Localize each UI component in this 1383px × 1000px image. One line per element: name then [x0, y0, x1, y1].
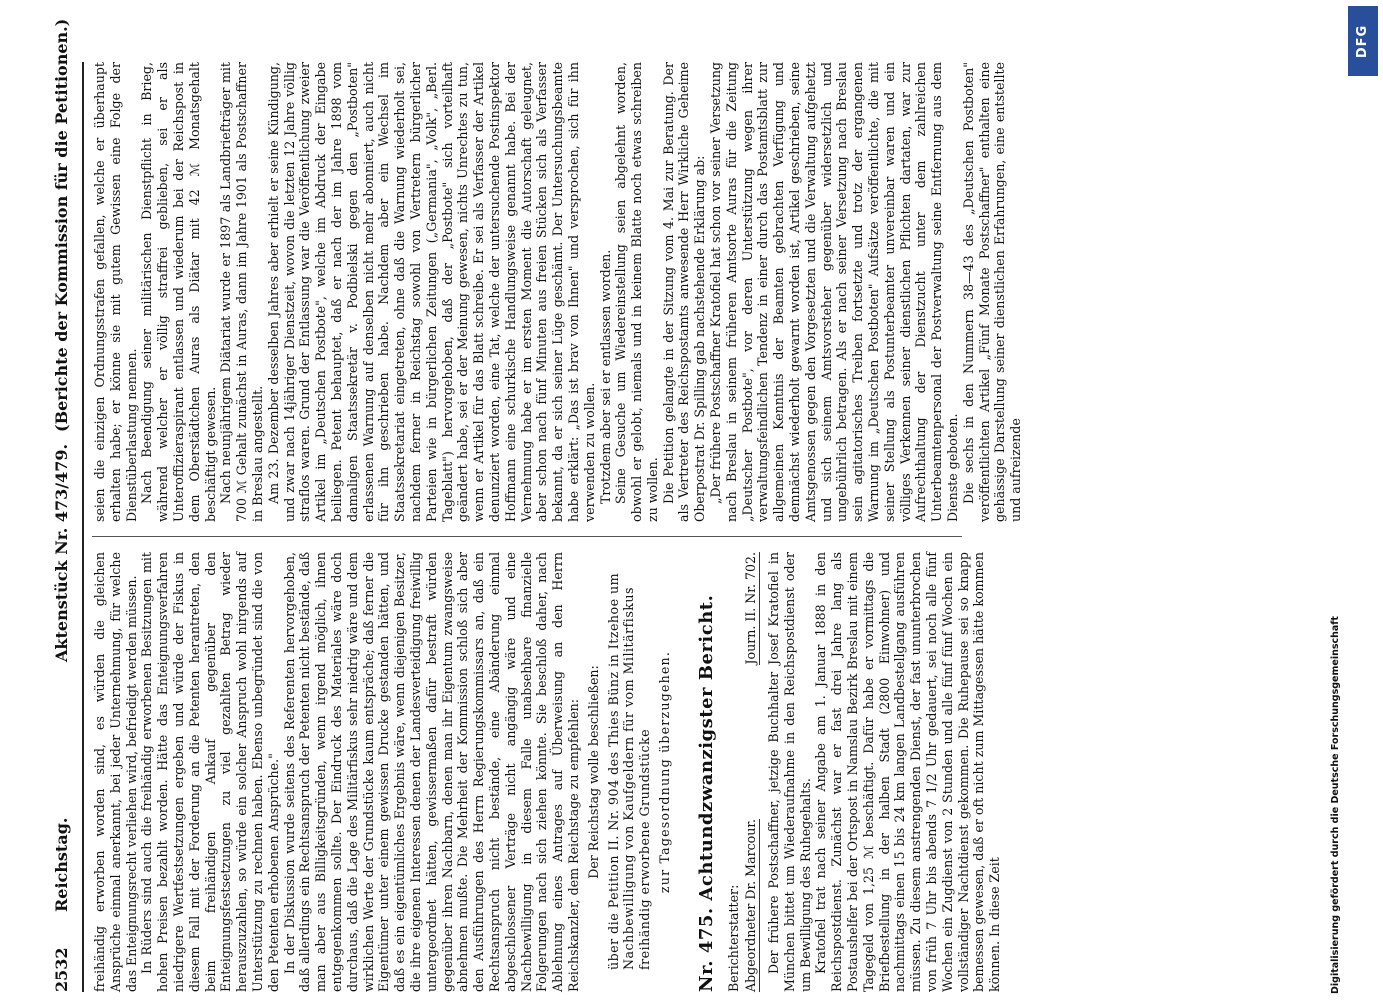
resolution-line: Der Reichstag wolle beschließen:: [585, 665, 601, 879]
reporter-label: Berichterstatter:: [726, 884, 742, 992]
rotated-page-content: [52, 18, 1342, 992]
paragraph: Der frühere Postschaffner, jetzige Buchhalter Josef Kratofiel in München bittet um Wiederaufnahme in den Reichspostdienst oder um Bewilligung des Ruhegehalts.: [766, 552, 813, 992]
column-divider: [92, 536, 962, 537]
dfg-logo-text: DFG: [1355, 24, 1371, 58]
journal-reference: Journ. II. Nr. 702.: [743, 552, 759, 665]
section-title: (Berichte der Kommission für die Petitionen.): [52, 18, 71, 432]
page-number: 2532: [52, 947, 71, 992]
paragraph: In der Diskussion wurde seitens des Referenten hervorgehoben, daß allerdings ein Rechtsanspruch der Petenten nicht bestände, daß man aber aus Billigkeitsgründen, wenn irgend möglich, ihnen entgegenkommen sollte. Der Eindruck des Materiales wäre doch durchaus, daß die Lage des Militärfiskus sehr niedrig wäre und dem wirklichen Werte der Grundstücke kaum entspräche; daß ferner die Eigentümer unter einem gewissen Drucke gestanden hätten, und daß es ein eigentümliches Ergebnis wäre, wenn diejenigen Besitzer, die ihre eigenen Interessen denen der Landesverteidigung freiwillig untergeordnet hätten, gewissermaßen dafür bestraft würden gegenüber ihren Nachbarn, denen man ihr Eigentum zwangsweise abnehmen mußte. Die Mehrheit der Kommission schloß sich aber den Ausführungen des Herrn Regierungskommissars an, daß ein Rechtsanspruch nicht bestände, eine Abänderung einmal abgeschlossener Verträge nicht angängig wäre und eine Nachbewilligung in diesem Falle unabsehbare finanzielle Folgerungen nach sich ziehen könnte. Sie beschloß daher, nach Ablehnung eines Antrages auf Überweisung an den Herrn Reichskanzler, dem Reichstage zu empfehlen:: [281, 552, 581, 992]
paragraph: Kratofiel trat nach seiner Angabe am 1. Januar 1888 in den Reichspostdienst. Zunächst war er fast drei Jahre lang als Postaushelfer bei der Ortspost in Namslau Bezirk Breslau mit einem Tagegeld von 1,25 ℳ beschäftigt. Dafür habe er vormittags die Briefbestellung in der halben Stadt (2800 Einwohner) und nachmittags einen 15 bis 24 km langen Landbestellgang ausführen müssen. Zu diesem anstrengenden Dienst, der fast ununterbrochen von früh 7 Uhr bis abends 7 1/2 Uhr gedauert, sei noch alle fünf Wochen ein Zugdienst von 2 Stunden und alle fünf fünf Wochen ein vollständiger Nachtdienst gekommen. Die Ruhepause sei so knapp bemessen gewesen, daß er oft nicht zum Mittagessen hätte kommen können. In diese Zeit: [813, 552, 1003, 992]
digitization-credit: Digitalisierung gefördert durch die Deutsche Forschungsgemeinschaft: [1330, 616, 1341, 994]
reporter-row: [743, 552, 760, 992]
reporter-name: Abgeordneter Dr. Marcour.: [743, 819, 759, 992]
running-header: [52, 18, 78, 992]
paragraph: Trotzdem aber sei er entlassen worden.: [597, 249, 613, 504]
publication-name: Reichstag.: [52, 817, 71, 912]
document-reference: Aktenstück Nr. 473/479.: [52, 443, 71, 662]
paragraph: Am 23. Dezember desselben Jahres aber erhielt er seine Kündigung, und zwar nach 14jähriger Dienstzeit, wovon die letzten 12 Jahre völlig straflos waren. Grund der Entlassung war die Veröffentlichung zweier Artikel im „Deutschen Postbote", welche im Abdruck der Eingabe beiliegen. Petent behauptet, daß er nach der im Jahre 1898 vom damaligen Staatssekretär v. Podbielski gegen den „Postboten" erlassenen Warnung auf denselben nicht mehr abonniert, auch nicht für ihn geschrieben habe. Nachdem aber ein Wechsel im Staatssekretariat eingetreten, ohne daß die Warnung wiederholt sei, nachdem ferner in Reichstag sowohl von Vertretern bürgerlicher Parteien wie in bürgerlichen Zeitungen („Germania", „Volk", „Berl. Tageblatt") hervorgehoben, daß der „Postbote" sich vorteilhaft geändert habe, sei er der Meinung gewesen, nichts Unrechtes zu tun, wenn er Artikel für das Blatt schreibe. Er sei als Verfasser der Artikel denunziert worden, eine Tat, welche der untersuchende Postinspektor Hoffmann eine schurkische Handlungsweise genannt habe. Bei der Vernehmung habe er im ersten Moment die Autorschaft geleugnet, aber schon nach fünf Minuten aus freien Stücken sich als Verfasser bekannt, da er sich seiner Lüge geschämt. Der Untersuchungsbeamte habe erklärt: „Das ist brav von Ihnen" und versprochen, sich für ihn verwenden zu wollen.: [265, 62, 597, 522]
paragraph: seien die einzigen Ordnungsstrafen gefallen, welche er überhaupt erhalten habe; er könne sie mit gutem Gewissen eine Folge der Dienstüberlastung nennen.: [92, 62, 139, 522]
paragraph: Die sechs in den Nummern 38—43 des „Deutschen Postboten" veröffentlichten Artikel „Fünf Monate Postschaffner" enthalten eine gehässige Darstellung seiner dienstlichen Erfahrungen, eine entstellte und aufreizende: [960, 62, 1024, 522]
section-heading: Nr. 475. Achtundzwanzigster Bericht.: [695, 594, 717, 992]
agenda-line: zur Tagesordnung überzugehen.: [656, 650, 672, 894]
petition-text: über die Petition II. Nr. 904 des Thies Bünz in Itzehoe um Nachbewilligung von Kaufgeldern für vom Militärfiskus freihändig erworbene Grundstücke: [605, 572, 653, 970]
paragraph: freihändig erworben worden sind, es würden die gleichen Ansprüche einmal anerkannt, bei jeder Unternehmung, für welche das Enteignungsrecht verliehen wird, befriedigt werden müssen.: [92, 552, 139, 992]
paragraph: Nach Beendigung seiner militärischen Dienstpflicht in Brieg, während welcher er völlig straffrei geblieben, sei er als Unteroffizieraspirant entlassen und wiederum bei der Reichspost in dem Oberstädtchen Auras als Diätar mit 42 ℳ Monatsgehalt beschäftigt gewesen.: [139, 62, 218, 522]
dfg-logo: [1348, 6, 1378, 76]
left-column: [92, 552, 1003, 992]
paragraph: Die Petition gelangte in der Sitzung vom 4. Mai zur Beratung. Der als Vertreter des Reichspostamts anwesende Herr Wirkliche Geheime Oberpostrat Dr. Spilling gab nachstehende Erklärung ab:: [660, 62, 708, 522]
paragraph: In Rüders sind auch die freihändig erworbenen Besitzungen mit hohen Preisen bezahlt worden. Hätte das Enteignungsverfahren niedrigere Wertfestsetzungen ergeben und würde der Fiskus in diesem Fall mit der Forderung an die Petenten herantreten, den beim freihändigen Ankauf gegenüber den Enteignungsfestsetzungen zu viel gezahlten Betrag wieder herauszuzahlen, so würde ein solcher Anspruch wohl nirgends auf Unterstützung zu rechnen haben. Ebenso unbegründet sind die von den Petenten erhobenen Ansprüche.": [139, 552, 281, 992]
right-column: [92, 62, 1024, 522]
header-rule: [82, 62, 84, 992]
reporter-label-row: [726, 552, 742, 992]
paragraph: „Der frühere Postschaffner Kratofiel hat schon vor seiner Versetzung nach Breslau in seinem früheren Amtsorte Auras für die Zeitung „Deutscher Postbote", vor deren Unterstützung wegen ihrer verwaltungsfeindlichen Tendenz in einer durch das Postamtsblatt zur allgemeinen Kenntnis der Beamten gebrachten Verfügung und demnächst wiederholt gewarnt worden ist, Artikel geschrieben, seine Amtsgenossen gegen den Vorgesetzten und die Verwaltung aufgehetzt und sich seinem Amtsvorsteher gegenüber widersetzlich und ungebührlich betragen. Als er nach seiner Versetzung nach Breslau sein agitatorisches Treiben fortsetzte und trotz der ergangenen Warnung im „Deutschen Postboten" Aufsätze veröffentlichte, die mit seiner Stellung als Postunterbeamter unvereinbar waren und ein völliges Verkennen seiner dienstlichen Pflichten dartaten, war zur Aufrechthaltung der Dienstzucht unter dem zahlreichen Unterbeamtenpersonal der Postverwaltung seine Entfernung aus dem Dienste geboten.: [708, 62, 961, 522]
paragraph: Seine Gesuche um Wiedereinstellung seien abgelehnt worden, obwohl er gelobt, niemals und in keinem Blatte noch etwas schreiben zu wollen.: [613, 62, 660, 522]
paragraph: Nach neunjährigem Diätariat wurde er 1897 als Landbriefträger mit 700 ℳ Gehalt zunächst in Auras, dann im Jahre 1901 als Postschaffner in Breslau angestellt.: [218, 62, 265, 522]
